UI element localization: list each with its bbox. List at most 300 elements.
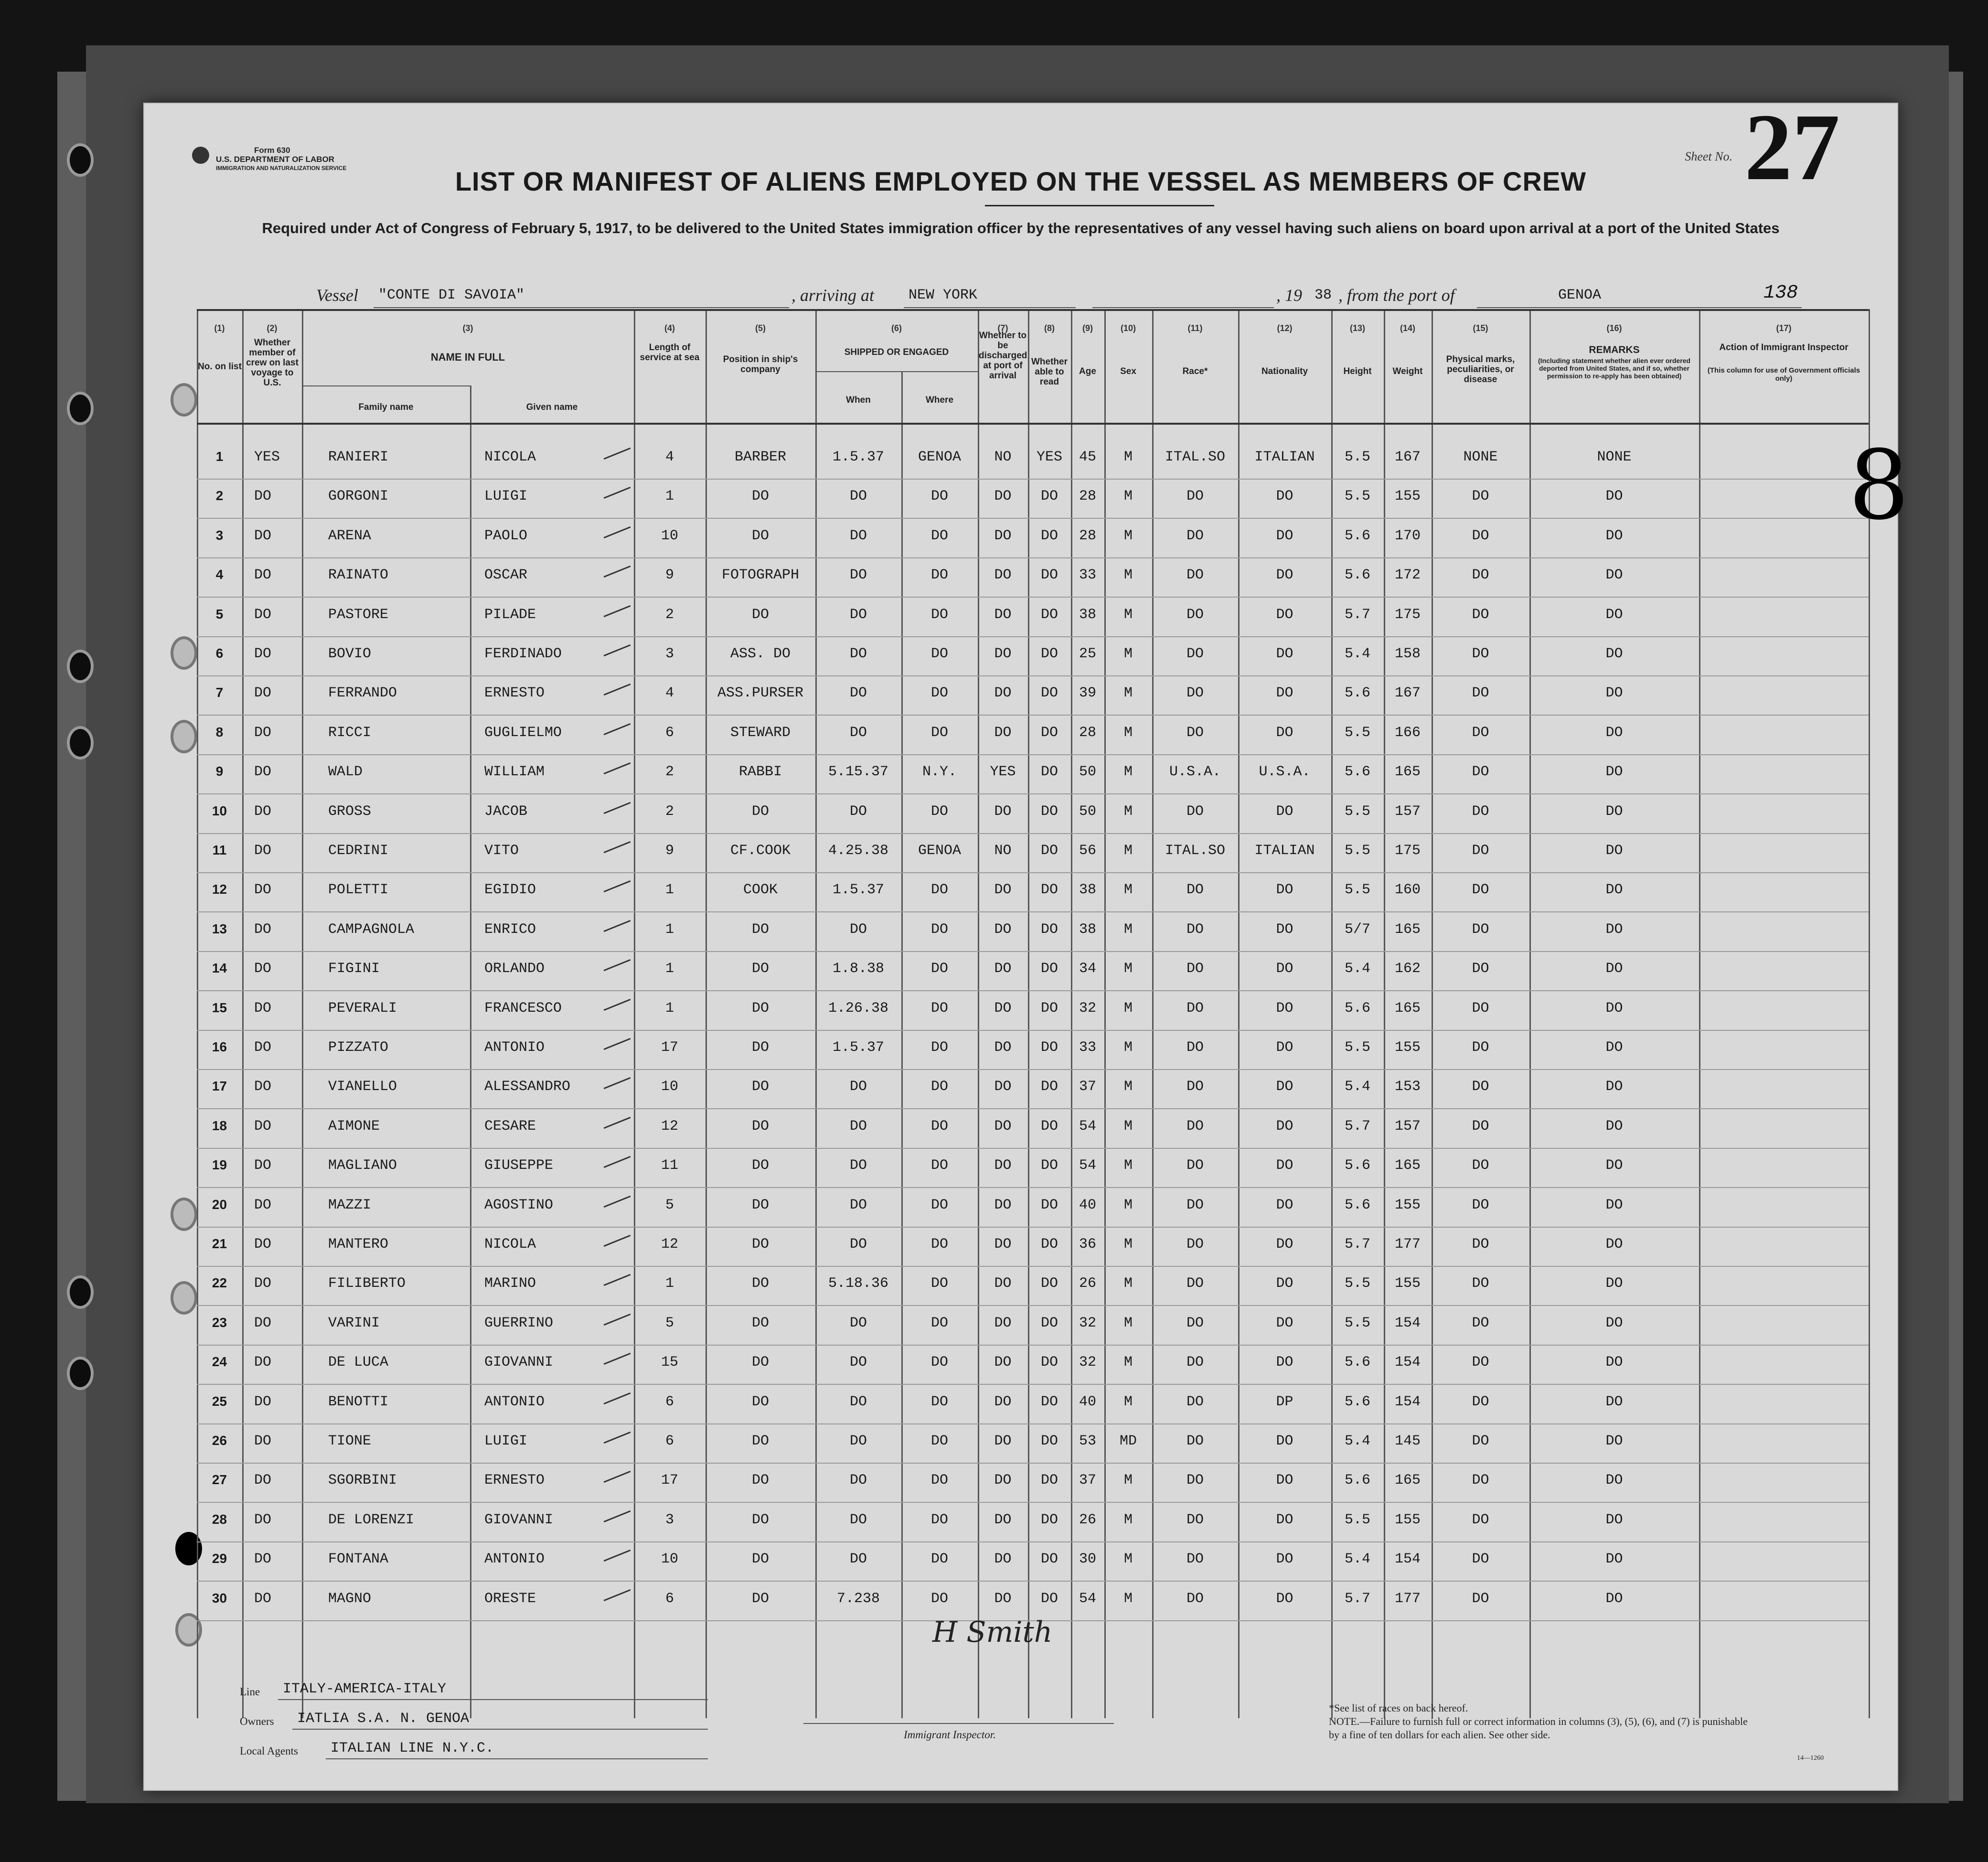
cell-sex: M: [1123, 1472, 1133, 1489]
check-mark: [604, 644, 631, 656]
manifest-sheet: [143, 95, 1898, 1791]
cell-prev: DO: [254, 1157, 272, 1174]
cell-nationality: DO: [1276, 1118, 1293, 1134]
header-position: Position in ship's company: [723, 354, 798, 375]
cell-weight: 175: [1394, 843, 1421, 859]
cell-height: 5.5: [1344, 843, 1370, 859]
cell-marks: DO: [1472, 606, 1489, 623]
cell-age: 37: [1079, 1079, 1096, 1095]
cell-when: 4.25.38: [828, 843, 889, 859]
check-mark: [604, 1117, 631, 1129]
from-port: GENOA: [1558, 287, 1602, 303]
cell-discharged: DO: [994, 527, 1012, 544]
cell-no: 2: [215, 488, 224, 503]
cell-given: LUIGI: [484, 488, 528, 505]
cell-remarks: DO: [1605, 1590, 1623, 1607]
cell-sex: M: [1123, 1590, 1133, 1607]
cell-family: AIMONE: [328, 1118, 380, 1134]
header-sex: Sex: [1120, 366, 1136, 376]
cell-nationality: DO: [1276, 1236, 1293, 1252]
cell-given: OSCAR: [484, 567, 528, 584]
cell-where: DO: [930, 685, 948, 702]
cell-prev: DO: [254, 1511, 272, 1528]
cell-prev: DO: [254, 1197, 272, 1213]
cell-discharged: DO: [994, 1039, 1012, 1056]
cell-race: DO: [1186, 1079, 1204, 1095]
cell-discharged: DO: [994, 961, 1012, 977]
cell-given: ORLANDO: [484, 961, 545, 977]
cell-position: RABBI: [738, 764, 782, 781]
cell-family: CEDRINI: [328, 843, 389, 859]
cell-no: 30: [212, 1590, 227, 1605]
cell-read: DO: [1040, 1590, 1058, 1607]
table-row: [144, 480, 1897, 519]
cell-remarks: DO: [1605, 646, 1623, 662]
cell-discharged: DO: [994, 1590, 1012, 1607]
cell-nationality: DO: [1276, 646, 1293, 662]
cell-sex: M: [1123, 1039, 1133, 1056]
cell-where: DO: [930, 1551, 948, 1568]
cell-nationality: DO: [1276, 803, 1293, 820]
header-length-of-service: Length of service at sea: [640, 342, 700, 363]
cell-position: FOTOGRAPH: [721, 567, 800, 584]
cell-sex: M: [1123, 1315, 1133, 1331]
cell-sex: M: [1123, 1000, 1133, 1017]
cell-remarks: DO: [1605, 1433, 1623, 1449]
cell-position: DO: [751, 1275, 769, 1292]
table-row: [144, 873, 1897, 912]
cell-read: DO: [1040, 527, 1058, 544]
cell-race: DO: [1186, 724, 1204, 741]
cell-nationality: DO: [1276, 1472, 1293, 1489]
cell-race: DO: [1186, 1118, 1204, 1134]
cell-service: 1: [665, 882, 674, 899]
cell-when: DO: [849, 1551, 867, 1568]
table-row: [144, 1188, 1897, 1228]
cell-service: 17: [661, 1039, 678, 1056]
cell-height: 5.6: [1344, 1354, 1370, 1371]
cell-height: 5.6: [1344, 1157, 1370, 1174]
cell-where: DO: [930, 1079, 948, 1095]
cell-where: DO: [930, 1000, 948, 1017]
cell-weight: 170: [1394, 527, 1421, 544]
cell-race: DO: [1186, 921, 1204, 938]
col-num: (13): [1349, 323, 1365, 333]
cell-nationality: ITALIAN: [1254, 449, 1315, 465]
cell-age: 28: [1079, 724, 1096, 741]
cell-no: 26: [212, 1433, 227, 1448]
cell-given: EGIDIO: [484, 882, 536, 899]
check-mark: [604, 605, 631, 617]
cell-given: ERNESTO: [484, 685, 545, 702]
cell-where: DO: [930, 1236, 948, 1252]
cell-remarks: DO: [1605, 567, 1623, 584]
cell-family: MAZZI: [328, 1197, 372, 1213]
header-inspector-note: (This column for use of Government officials only): [1707, 366, 1860, 383]
cell-position: DO: [751, 1393, 769, 1410]
cell-marks: DO: [1472, 1039, 1489, 1056]
cell-height: 5/7: [1344, 921, 1370, 938]
cell-no: 6: [215, 646, 224, 661]
cell-position: ASS. DO: [730, 646, 791, 662]
cell-race: DO: [1186, 1354, 1204, 1371]
cell-height: 5.6: [1344, 1472, 1370, 1489]
cell-where: DO: [930, 961, 948, 977]
col-num: (17): [1776, 323, 1792, 333]
cell-height: 5.4: [1344, 1079, 1370, 1095]
cell-race: DO: [1186, 685, 1204, 702]
cell-family: ARENA: [328, 527, 372, 544]
cell-when: DO: [849, 606, 867, 623]
cell-race: DO: [1186, 606, 1204, 623]
check-mark: [604, 566, 631, 578]
cell-position: DO: [751, 1433, 769, 1449]
cell-nationality: DO: [1276, 1197, 1293, 1213]
cell-remarks: DO: [1605, 843, 1623, 859]
cell-weight: 154: [1394, 1551, 1421, 1568]
cell-weight: 155: [1394, 1511, 1421, 1528]
department-name: U.S. DEPARTMENT OF LABOR: [216, 155, 335, 164]
cell-no: 27: [212, 1472, 227, 1487]
cell-height: 5.6: [1344, 1393, 1370, 1410]
cell-given: ORESTE: [484, 1590, 536, 1607]
cell-age: 53: [1079, 1433, 1096, 1449]
cell-race: DO: [1186, 527, 1204, 544]
cell-when: DO: [849, 1511, 867, 1528]
table-row: [144, 1228, 1897, 1267]
cell-given: ANTONIO: [484, 1393, 545, 1410]
cell-when: 5.15.37: [828, 764, 889, 781]
cell-read: DO: [1040, 1039, 1058, 1056]
cell-where: DO: [930, 724, 948, 741]
cell-height: 5.5: [1344, 449, 1370, 465]
cell-age: 50: [1079, 764, 1096, 781]
cell-sex: M: [1123, 449, 1133, 465]
cell-sex: M: [1123, 1354, 1133, 1371]
check-mark: [604, 959, 631, 971]
cell-prev: DO: [254, 1118, 272, 1134]
cell-prev: DO: [254, 1000, 272, 1017]
cell-position: DO: [751, 1354, 769, 1371]
col-num: (6): [891, 323, 902, 333]
cell-height: 5.6: [1344, 1197, 1370, 1213]
cell-service: 2: [665, 764, 674, 781]
cell-no: 21: [212, 1236, 227, 1251]
cell-sex: M: [1123, 1275, 1133, 1292]
cell-age: 39: [1079, 685, 1096, 702]
cell-nationality: DO: [1276, 488, 1293, 505]
col-num: (7): [997, 323, 1008, 333]
cell-marks: DO: [1472, 1236, 1489, 1252]
cell-sex: M: [1123, 1551, 1133, 1568]
cell-age: 28: [1079, 488, 1096, 505]
cell-when: DO: [849, 1197, 867, 1213]
check-mark: [604, 841, 631, 853]
cell-marks: DO: [1472, 882, 1489, 899]
cell-race: DO: [1186, 882, 1204, 899]
cell-sex: M: [1123, 882, 1133, 899]
cell-where: DO: [930, 1511, 948, 1528]
cell-prev: DO: [254, 646, 272, 662]
cell-weight: 165: [1394, 1157, 1421, 1174]
col-num: (1): [214, 323, 225, 333]
cell-when: DO: [849, 567, 867, 584]
cell-height: 5.7: [1344, 606, 1370, 623]
cell-when: DO: [849, 1433, 867, 1449]
cell-marks: DO: [1472, 567, 1489, 584]
margin-mark: 8: [1849, 430, 1910, 541]
cell-no: 28: [212, 1511, 227, 1527]
cell-marks: DO: [1472, 646, 1489, 662]
cell-position: DO: [751, 488, 769, 505]
cell-given: ENRICO: [484, 921, 536, 938]
check-mark: [604, 920, 631, 932]
cell-no: 8: [215, 724, 224, 739]
cell-height: 5.4: [1344, 1433, 1370, 1449]
cell-where: DO: [930, 1315, 948, 1331]
check-mark: [604, 1471, 631, 1483]
from-port-label: , from the port of: [1338, 286, 1455, 305]
cell-nationality: DO: [1276, 1433, 1293, 1449]
check-mark: [604, 1353, 631, 1365]
col-num: (9): [1082, 323, 1093, 333]
sheet-number-label: Sheet No.: [1685, 150, 1732, 163]
cell-weight: 157: [1394, 1118, 1421, 1134]
header-height: Height: [1343, 366, 1372, 376]
cell-family: GORGONI: [328, 488, 389, 505]
cell-marks: DO: [1472, 1511, 1489, 1528]
cell-age: 33: [1079, 567, 1096, 584]
cell-where: DO: [930, 1354, 948, 1371]
cell-nationality: DO: [1276, 961, 1293, 977]
cell-age: 25: [1079, 646, 1096, 662]
cell-family: PEVERALI: [328, 1000, 397, 1017]
cell-family: WALD: [328, 764, 363, 781]
cell-family: VIANELLO: [328, 1079, 397, 1095]
table-row: [144, 440, 1897, 480]
cell-weight: 165: [1394, 764, 1421, 781]
arriving-label: , arriving at: [791, 286, 875, 305]
header-physical-marks: Physical marks, peculiarities, or disease: [1446, 354, 1515, 385]
cell-marks: DO: [1472, 1315, 1489, 1331]
cell-service: 5: [665, 1315, 674, 1331]
cell-height: 5.6: [1344, 685, 1370, 702]
cell-height: 5.4: [1344, 961, 1370, 977]
header-given-name: Given name: [526, 402, 578, 412]
cell-read: DO: [1040, 764, 1058, 781]
cell-age: 30: [1079, 1551, 1096, 1568]
cell-height: 5.7: [1344, 1118, 1370, 1134]
cell-when: 1.5.37: [832, 1039, 885, 1056]
cell-discharged: DO: [994, 1551, 1012, 1568]
table-row: [144, 1464, 1897, 1503]
cell-family: RANIERI: [328, 449, 389, 465]
cell-remarks: DO: [1605, 1000, 1623, 1017]
cell-height: 5.5: [1344, 1511, 1370, 1528]
cell-position: BARBER: [734, 449, 787, 465]
cell-prev: DO: [254, 843, 272, 859]
cell-no: 9: [215, 764, 224, 779]
cell-sex: M: [1123, 764, 1133, 781]
cell-position: DO: [751, 527, 769, 544]
cell-position: DO: [751, 1511, 769, 1528]
cell-sex: M: [1123, 961, 1133, 977]
cell-sex: M: [1123, 1157, 1133, 1174]
check-mark: [604, 1195, 631, 1207]
header-age: Age: [1079, 366, 1096, 376]
col-num: (14): [1400, 323, 1415, 333]
table-row: [144, 519, 1897, 558]
cell-no: 17: [212, 1079, 227, 1094]
cell-read: DO: [1040, 1236, 1058, 1252]
cell-position: DO: [751, 1118, 769, 1134]
cell-read: DO: [1040, 1433, 1058, 1449]
binder-hole: [67, 143, 94, 177]
cell-nationality: U.S.A.: [1259, 764, 1311, 781]
header-shipped-where: Where: [925, 395, 954, 405]
cell-age: 28: [1079, 527, 1096, 544]
cell-family: RICCI: [328, 724, 372, 741]
cell-read: DO: [1040, 1511, 1058, 1528]
vessel-line: [144, 282, 1897, 309]
cell-position: DO: [751, 1000, 769, 1017]
cell-when: 1.5.37: [832, 882, 885, 899]
header-remarks-note: (Including statement whether alien ever ordered deported from United States, and if so, whether permission to re-apply has been obtained): [1538, 357, 1690, 380]
cell-service: 10: [661, 527, 678, 544]
check-mark: [604, 1589, 631, 1601]
cell-discharged: DO: [994, 1393, 1012, 1410]
inspector-signature: H Smith: [932, 1616, 1053, 1649]
cell-nationality: DO: [1276, 1551, 1293, 1568]
table-row: [144, 1346, 1897, 1385]
year: 38: [1315, 287, 1332, 303]
cell-remarks: DO: [1605, 527, 1623, 544]
cell-marks: DO: [1472, 1118, 1489, 1134]
cell-discharged: DO: [994, 685, 1012, 702]
cell-race: DO: [1186, 1472, 1204, 1489]
cell-remarks: DO: [1605, 1079, 1623, 1095]
cell-race: DO: [1186, 961, 1204, 977]
cell-given: ANTONIO: [484, 1039, 545, 1056]
manifest-table: [144, 309, 1897, 1718]
cell-age: 32: [1079, 1315, 1096, 1331]
cell-remarks: DO: [1605, 1472, 1623, 1489]
cell-marks: DO: [1472, 1275, 1489, 1292]
cell-when: DO: [849, 1315, 867, 1331]
binder-hole: [67, 392, 94, 425]
cell-discharged: DO: [994, 1236, 1012, 1252]
cell-age: 32: [1079, 1000, 1096, 1017]
cell-service: 1: [665, 921, 674, 938]
cell-discharged: DO: [994, 803, 1012, 820]
cell-weight: 167: [1394, 449, 1421, 465]
cell-service: 1: [665, 488, 674, 505]
cell-discharged: YES: [990, 764, 1016, 781]
header-shipped-engaged: SHIPPED OR ENGAGED: [844, 347, 949, 357]
cell-where: DO: [930, 488, 948, 505]
cell-when: DO: [849, 1472, 867, 1489]
cell-given: GIOVANNI: [484, 1511, 554, 1528]
cell-family: BENOTTI: [328, 1393, 389, 1410]
cell-family: RAINATO: [328, 567, 389, 584]
cell-age: 26: [1079, 1275, 1096, 1292]
cell-remarks: DO: [1605, 1551, 1623, 1568]
cell-no: 12: [212, 882, 227, 897]
cell-marks: DO: [1472, 527, 1489, 544]
cell-age: 38: [1079, 921, 1096, 938]
cell-where: GENOA: [918, 449, 961, 465]
cell-when: DO: [849, 685, 867, 702]
cell-where: GENOA: [918, 843, 961, 859]
cell-marks: DO: [1472, 488, 1489, 505]
cell-discharged: DO: [994, 1315, 1012, 1331]
header-no-on-list: No. on list: [198, 362, 242, 372]
cell-weight: 154: [1394, 1393, 1421, 1410]
cell-sex: M: [1123, 803, 1133, 820]
cell-family: DE LORENZI: [328, 1511, 415, 1528]
cell-where: DO: [930, 921, 948, 938]
cell-position: DO: [751, 1236, 769, 1252]
cell-race: DO: [1186, 1393, 1204, 1410]
cell-marks: DO: [1472, 1157, 1489, 1174]
cell-nationality: DO: [1276, 724, 1293, 741]
cell-height: 5.7: [1344, 1236, 1370, 1252]
col-num: (15): [1473, 323, 1488, 333]
sheet-number: 27: [1744, 95, 1840, 200]
cell-no: 14: [212, 961, 227, 976]
table-row: [144, 952, 1897, 991]
cell-no: 16: [212, 1039, 227, 1054]
cell-no: 23: [212, 1315, 227, 1330]
table-row: [144, 1267, 1897, 1306]
cell-remarks: DO: [1605, 1354, 1623, 1371]
table-row: [144, 598, 1897, 637]
cell-no: 25: [212, 1393, 227, 1409]
cell-position: DO: [751, 1551, 769, 1568]
header-last-voyage: Whether member of crew on last voyage to U.S.: [246, 338, 299, 388]
cell-position: DO: [751, 961, 769, 977]
col-num: (4): [664, 323, 675, 333]
cell-position: ASS.PURSER: [717, 685, 804, 702]
cell-family: MANTERO: [328, 1236, 389, 1252]
cell-age: 54: [1079, 1157, 1096, 1174]
cell-nationality: DO: [1276, 882, 1293, 899]
cell-given: GIOVANNI: [484, 1354, 554, 1371]
cell-discharged: DO: [994, 724, 1012, 741]
table-row: [144, 1424, 1897, 1464]
cell-remarks: DO: [1605, 1315, 1623, 1331]
cell-marks: DO: [1472, 803, 1489, 820]
cell-when: DO: [849, 646, 867, 662]
cell-given: FERDINADO: [484, 646, 562, 662]
cell-read: DO: [1040, 606, 1058, 623]
cell-remarks: DO: [1605, 1236, 1623, 1252]
cell-service: 5: [665, 1197, 674, 1213]
col-num: (16): [1606, 323, 1622, 333]
table-row: [144, 834, 1897, 873]
cell-nationality: DO: [1276, 921, 1293, 938]
cell-when: 7.238: [836, 1590, 880, 1607]
col-num: (10): [1120, 323, 1136, 333]
line-value: ITALY-AMERICA-ITALY: [283, 1681, 447, 1697]
header-family-name: Family name: [358, 402, 414, 412]
cell-age: 45: [1079, 449, 1096, 465]
cell-service: 12: [661, 1236, 678, 1252]
cell-service: 3: [665, 1511, 674, 1528]
header-name-in-full: NAME IN FULL: [430, 351, 505, 363]
cell-sex: M: [1123, 1393, 1133, 1410]
cell-height: 5.6: [1344, 527, 1370, 544]
